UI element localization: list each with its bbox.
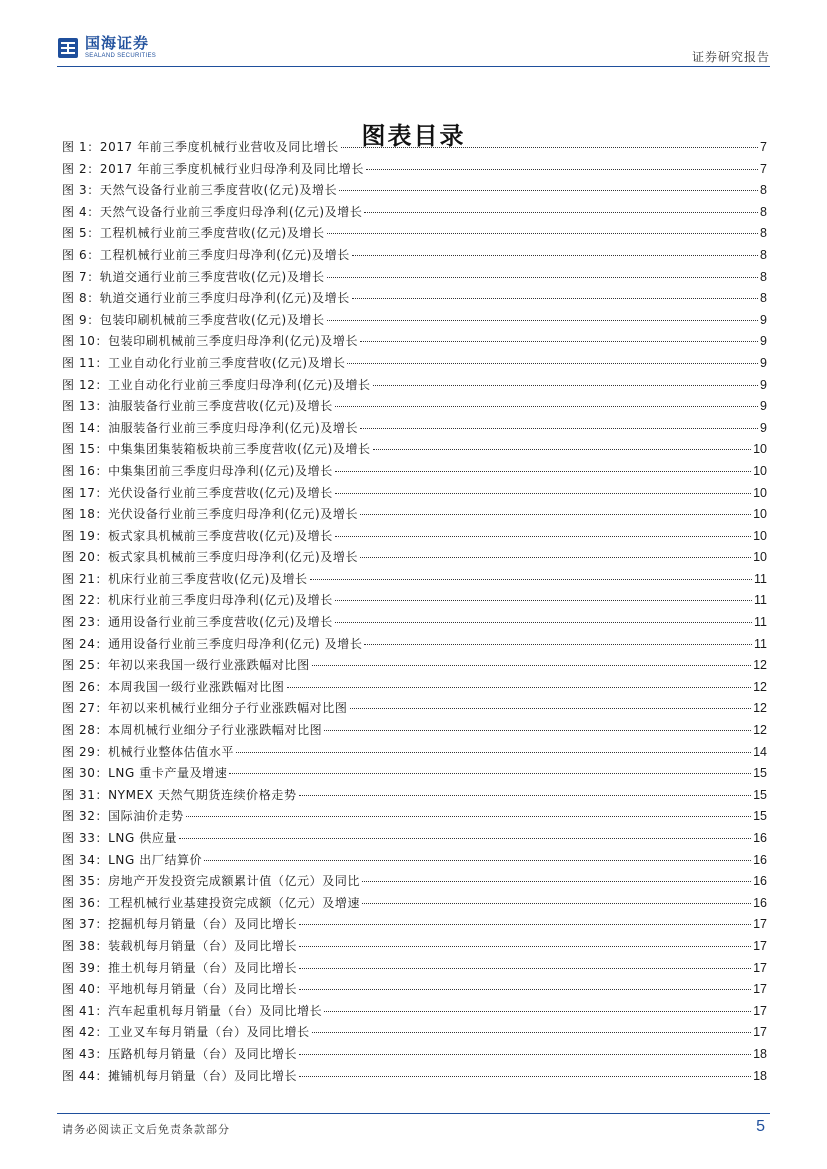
toc-dot-leader: [360, 428, 758, 429]
toc-entry-page[interactable]: 10: [753, 550, 767, 565]
toc-dot-leader: [179, 838, 751, 839]
toc-entry-page[interactable]: 9: [760, 355, 767, 370]
toc-entry-label[interactable]: 图 37：挖掘机每月销量（台）及同比增长: [62, 917, 298, 932]
toc-entry-page[interactable]: 12: [753, 723, 767, 738]
toc-entry-page[interactable]: 18: [753, 1046, 767, 1061]
toc-entry[interactable]: [62, 289, 767, 311]
toc-dot-leader: [299, 968, 751, 969]
figure-table-of-contents: [62, 138, 767, 1088]
sealand-logo-icon: [57, 37, 79, 59]
toc-entry-label[interactable]: 图 39：推土机每月销量（台）及同比增长: [62, 960, 298, 975]
toc-entry[interactable]: [62, 699, 767, 721]
toc-entry-page[interactable]: 12: [753, 701, 767, 716]
toc-entry[interactable]: [62, 656, 767, 678]
toc-entry-page[interactable]: 8: [760, 247, 767, 262]
toc-entry-page[interactable]: 12: [753, 679, 767, 694]
company-logo: [57, 36, 156, 59]
toc-entry-label[interactable]: 图 28：本周机械行业细分子行业涨跌幅对比图: [62, 723, 323, 738]
toc-entry[interactable]: [62, 332, 767, 354]
toc-entry-label[interactable]: 图 18：光伏设备行业前三季度归母净利(亿元)及增长: [62, 507, 359, 522]
toc-entry-page[interactable]: 10: [753, 507, 767, 522]
toc-entry-label[interactable]: 图 5：工程机械行业前三季度营收(亿元)及增长: [62, 226, 325, 241]
toc-entry-label[interactable]: 图 14：油服装备行业前三季度归母净利(亿元)及增长: [62, 420, 359, 435]
toc-dot-leader: [327, 233, 758, 234]
toc-entry-page[interactable]: 14: [753, 744, 767, 759]
toc-entry[interactable]: [62, 764, 767, 786]
toc-entry-page[interactable]: 11: [754, 636, 767, 651]
toc-entry-page[interactable]: 15: [753, 766, 767, 781]
toc-dot-leader: [310, 579, 752, 580]
toc-dot-leader: [299, 795, 752, 796]
toc-entry-label[interactable]: 图 12：工业自动化行业前三季度归母净利(亿元)及增长: [62, 377, 371, 392]
toc-entry-page[interactable]: 11: [754, 615, 767, 630]
toc-dot-leader: [352, 298, 758, 299]
toc-entry[interactable]: [62, 894, 767, 916]
toc-entry-page[interactable]: 15: [753, 787, 767, 802]
toc-entry-label[interactable]: 图 21：机床行业前三季度营收(亿元)及增长: [62, 571, 308, 586]
toc-entry-page[interactable]: 16: [753, 852, 767, 867]
toc-entry[interactable]: [62, 591, 767, 613]
toc-dot-leader: [360, 514, 751, 515]
toc-entry-label[interactable]: 图 6：工程机械行业前三季度归母净利(亿元)及增长: [62, 247, 350, 262]
toc-entry[interactable]: [62, 1067, 767, 1089]
toc-entry-page[interactable]: 16: [753, 874, 767, 889]
toc-dot-leader: [236, 752, 751, 753]
toc-entry[interactable]: [62, 743, 767, 765]
toc-entry-label[interactable]: 图 17：光伏设备行业前三季度营收(亿元)及增长: [62, 485, 333, 500]
toc-dot-leader: [335, 406, 758, 407]
toc-entry-page[interactable]: 11: [754, 593, 767, 608]
toc-dot-leader: [335, 600, 752, 601]
toc-entry-label[interactable]: 图 44：摊铺机每月销量（台）及同比增长: [62, 1068, 298, 1083]
toc-dot-leader: [299, 989, 751, 990]
toc-entry-label[interactable]: 图 23：通用设备行业前三季度营收(亿元)及增长: [62, 615, 333, 630]
toc-entry-label[interactable]: 图 31：NYMEX 天然气期货连续价格走势: [62, 787, 297, 802]
page-header: [57, 28, 770, 68]
toc-entry-page[interactable]: 15: [753, 809, 767, 824]
toc-entry-page[interactable]: 9: [760, 399, 767, 414]
toc-entry[interactable]: [62, 635, 767, 657]
toc-entry-label[interactable]: 图 41：汽车起重机每月销量（台）及同比增长: [62, 1003, 323, 1018]
toc-entry[interactable]: [62, 851, 767, 873]
toc-entry-label[interactable]: 图 19：板式家具机械前三季度营收(亿元)及增长: [62, 528, 333, 543]
toc-entry[interactable]: [62, 160, 767, 182]
toc-entry[interactable]: [62, 807, 767, 829]
toc-entry-page[interactable]: 8: [760, 291, 767, 306]
toc-entry-label[interactable]: 图 40：平地机每月销量（台）及同比增长: [62, 982, 298, 997]
toc-entry-page[interactable]: 16: [753, 895, 767, 910]
toc-entry[interactable]: [62, 440, 767, 462]
page-number: 5: [756, 1118, 765, 1135]
toc-entry[interactable]: [62, 224, 767, 246]
toc-entry-label[interactable]: 图 32：国际油价走势: [62, 809, 184, 824]
toc-entry-page[interactable]: 9: [760, 334, 767, 349]
toc-dot-leader: [350, 708, 752, 709]
toc-entry-label[interactable]: 图 11：工业自动化行业前三季度营收(亿元)及增长: [62, 355, 346, 370]
toc-entry[interactable]: [62, 721, 767, 743]
toc-entry-page[interactable]: 8: [760, 183, 767, 198]
toc-entry[interactable]: [62, 419, 767, 441]
toc-entry-label[interactable]: 图 38：装载机每月销量（台）及同比增长: [62, 938, 298, 953]
toc-dot-leader: [373, 449, 751, 450]
toc-dot-leader: [299, 924, 751, 925]
toc-entry-label[interactable]: 图 20：板式家具机械前三季度归母净利(亿元)及增长: [62, 550, 359, 565]
toc-entry-page[interactable]: 8: [760, 269, 767, 284]
toc-entry[interactable]: [62, 570, 767, 592]
toc-dot-leader: [312, 1032, 751, 1033]
toc-entry-page[interactable]: 17: [753, 917, 767, 932]
header-divider: [57, 66, 770, 67]
toc-entry[interactable]: [62, 872, 767, 894]
toc-entry[interactable]: [62, 484, 767, 506]
toc-entry-label[interactable]: 图 16：中集集团前三季度归母净利(亿元)及增长: [62, 463, 333, 478]
toc-entry-page[interactable]: 9: [760, 420, 767, 435]
toc-entry-label[interactable]: 图 22：机床行业前三季度归母净利(亿元)及增长: [62, 593, 333, 608]
toc-entry-page[interactable]: 17: [753, 960, 767, 975]
toc-entry[interactable]: [62, 829, 767, 851]
toc-entry-page[interactable]: 16: [753, 831, 767, 845]
toc-entry-label[interactable]: 图 24：通用设备行业前三季度归母净利(亿元) 及增长: [62, 636, 363, 651]
toc-entry[interactable]: [62, 980, 767, 1002]
page-title: 图表目录: [361, 122, 466, 151]
toc-dot-leader: [229, 773, 751, 774]
toc-entry[interactable]: [62, 527, 767, 549]
toc-dot-leader: [299, 1076, 751, 1077]
toc-dot-leader: [335, 471, 751, 472]
toc-dot-leader: [347, 363, 758, 364]
toc-entry[interactable]: [62, 354, 767, 376]
toc-entry[interactable]: [62, 1023, 767, 1045]
toc-entry[interactable]: [62, 959, 767, 981]
toc-entry-label[interactable]: 图 4：天然气设备行业前三季度归母净利(亿元)及增长: [62, 204, 363, 219]
toc-dot-leader: [299, 1054, 751, 1055]
toc-entry-label[interactable]: 图 36：工程机械行业基建投资完成额（亿元）及增速: [62, 895, 361, 910]
toc-entry[interactable]: [62, 462, 767, 484]
toc-entry-label[interactable]: 图 7：轨道交通行业前三季度营收(亿元)及增长: [62, 269, 325, 284]
toc-entry-page[interactable]: 7: [760, 161, 767, 176]
toc-entry-label[interactable]: 图 26：本周我国一级行业涨跌幅对比图: [62, 679, 285, 694]
toc-dot-leader: [335, 493, 751, 494]
toc-entry-label[interactable]: 图 2：2017 年前三季度机械行业归母净利及同比增长: [62, 161, 365, 176]
toc-dot-leader: [327, 320, 758, 321]
toc-entry[interactable]: [62, 678, 767, 700]
toc-entry-label[interactable]: 图 13：油服装备行业前三季度营收(亿元)及增长: [62, 399, 333, 414]
toc-entry[interactable]: [62, 548, 767, 570]
toc-entry-page[interactable]: 17: [753, 938, 767, 953]
toc-entry-label[interactable]: 图 33：LNG 供应量: [62, 831, 178, 845]
toc-entry-label[interactable]: 图 29：机械行业整体估值水平: [62, 744, 235, 759]
toc-dot-leader: [362, 903, 751, 904]
toc-entry-page[interactable]: 18: [753, 1068, 767, 1083]
toc-dot-leader: [299, 946, 751, 947]
toc-entry-page[interactable]: 8: [760, 204, 767, 219]
toc-entry[interactable]: [62, 786, 767, 808]
toc-entry[interactable]: [62, 1045, 767, 1067]
toc-entry[interactable]: [62, 1002, 767, 1024]
toc-entry-page[interactable]: 17: [753, 1025, 767, 1040]
disclaimer-note: 请务必阅读正文后免责条款部分: [62, 1123, 230, 1136]
logo-english-name: SEALAND SECURITIES: [85, 53, 157, 59]
toc-entry[interactable]: [62, 505, 767, 527]
toc-entry-label[interactable]: 图 43：压路机每月销量（台）及同比增长: [62, 1046, 298, 1061]
toc-entry-page[interactable]: 10: [753, 485, 767, 500]
toc-entry-label[interactable]: 图 34：LNG 出厂结算价: [62, 852, 203, 867]
toc-entry-label[interactable]: 图 9：包装印刷机械前三季度营收(亿元)及增长: [62, 312, 325, 327]
toc-entry[interactable]: [62, 268, 767, 290]
toc-dot-leader: [341, 147, 758, 148]
toc-entry-page[interactable]: 11: [754, 571, 767, 586]
toc-entry-page[interactable]: 8: [760, 226, 767, 241]
toc-entry-label[interactable]: 图 25：年初以来我国一级行业涨跌幅对比图: [62, 658, 310, 673]
toc-dot-leader: [373, 385, 758, 386]
toc-entry[interactable]: [62, 937, 767, 959]
toc-dot-leader: [327, 277, 758, 278]
toc-dot-leader: [312, 665, 751, 666]
toc-entry[interactable]: [62, 246, 767, 268]
toc-entry[interactable]: [62, 376, 767, 398]
toc-entry[interactable]: [62, 138, 767, 160]
toc-entry-label[interactable]: 图 27：年初以来机械行业细分子行业涨跌幅对比图: [62, 701, 348, 716]
toc-entry-page[interactable]: 17: [753, 1003, 767, 1018]
report-type-label: 证券研究报告: [691, 50, 770, 64]
toc-entry-label[interactable]: 图 35：房地产开发投资完成额累计值（亿元）及同比: [62, 874, 361, 889]
toc-dot-leader: [360, 557, 751, 558]
toc-entry-label[interactable]: 图 42：工业叉车每月销量（台）及同比增长: [62, 1025, 310, 1040]
toc-entry-page[interactable]: 10: [753, 528, 767, 543]
toc-entry[interactable]: [62, 915, 767, 937]
toc-entry-label[interactable]: 图 3：天然气设备行业前三季度营收(亿元)及增长: [62, 183, 338, 198]
toc-dot-leader: [364, 644, 752, 645]
toc-entry-page[interactable]: 9: [760, 377, 767, 392]
toc-entry-page[interactable]: 10: [753, 463, 767, 478]
toc-entry[interactable]: [62, 181, 767, 203]
toc-dot-leader: [352, 255, 758, 256]
toc-dot-leader: [366, 169, 758, 170]
toc-dot-leader: [335, 622, 752, 623]
toc-entry-page[interactable]: 9: [760, 312, 767, 327]
toc-entry[interactable]: [62, 203, 767, 225]
toc-dot-leader: [287, 687, 752, 688]
toc-entry-page[interactable]: 10: [753, 442, 767, 457]
toc-dot-leader: [364, 212, 758, 213]
toc-dot-leader: [186, 816, 751, 817]
toc-dot-leader: [204, 860, 751, 861]
toc-entry-label[interactable]: 图 30：LNG 重卡产量及增速: [62, 766, 228, 781]
toc-entry-page[interactable]: 17: [753, 982, 767, 997]
toc-entry[interactable]: [62, 311, 767, 333]
toc-entry[interactable]: [62, 397, 767, 419]
logo-chinese-name: 国海证券: [85, 34, 150, 52]
toc-dot-leader: [324, 730, 751, 731]
toc-dot-leader: [335, 536, 751, 537]
toc-dot-leader: [362, 881, 751, 882]
toc-entry-page[interactable]: 7: [760, 140, 767, 154]
toc-dot-leader: [339, 190, 758, 191]
toc-dot-leader: [360, 341, 758, 342]
toc-entry-label[interactable]: 图 1：2017 年前三季度机械行业营收及同比增长: [62, 140, 339, 154]
footer-divider: [57, 1113, 770, 1114]
toc-entry-label[interactable]: 图 10：包装印刷机械前三季度归母净利(亿元)及增长: [62, 334, 359, 349]
toc-entry[interactable]: [62, 613, 767, 635]
toc-entry-page[interactable]: 12: [753, 658, 767, 673]
toc-entry-label[interactable]: 图 15：中集集团集装箱板块前三季度营收(亿元)及增长: [62, 442, 371, 457]
toc-dot-leader: [324, 1011, 751, 1012]
toc-entry-label[interactable]: 图 8：轨道交通行业前三季度归母净利(亿元)及增长: [62, 291, 350, 306]
